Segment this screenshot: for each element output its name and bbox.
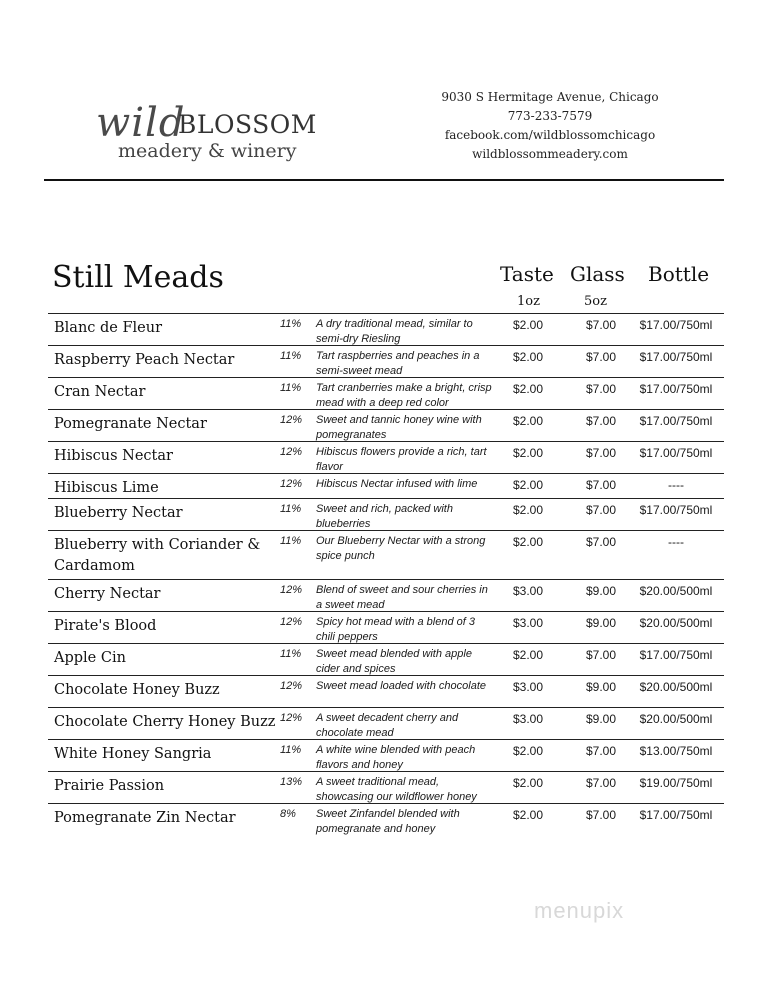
item-bottle-price: $17.00/750ml (639, 808, 713, 822)
item-abv: 11% (280, 382, 302, 394)
item-taste-price: $2.00 (512, 318, 544, 332)
menu-row (48, 313, 724, 345)
item-description: Sweet mead blended with apple cider and spices (316, 648, 472, 675)
menu-row (48, 377, 724, 409)
item-glass-price: $7.00 (585, 776, 617, 790)
item-abv: 13% (280, 776, 303, 788)
item-glass-price: $7.00 (585, 350, 617, 364)
item-name: Pomegranate Nectar (54, 416, 207, 432)
col-glass: Glass (570, 262, 625, 286)
item-taste-price: $2.00 (512, 503, 544, 517)
item-bottle-price: $17.00/750ml (639, 446, 713, 460)
item-name: Chocolate Cherry Honey Buzz (54, 714, 276, 730)
menu-row (48, 739, 724, 771)
contact-info (430, 88, 670, 164)
item-bottle-price: $17.00/750ml (639, 414, 713, 428)
menu-row (48, 643, 724, 675)
item-glass-price: $9.00 (585, 584, 617, 598)
item-bottle-price: $17.00/750ml (639, 648, 713, 662)
header-divider (44, 179, 724, 181)
item-bottle-price: $17.00/750ml (639, 318, 713, 332)
item-taste-price: $2.00 (512, 808, 544, 822)
watermark: menupix (534, 898, 625, 923)
item-description: A white wine blended with peach flavors and honey (316, 744, 476, 771)
item-glass-price: $7.00 (585, 382, 617, 396)
col-glass-size: 5oz (584, 294, 607, 309)
item-name: Pirate's Blood (54, 618, 157, 634)
item-description: A sweet decadent cherry and chocolate mead (316, 712, 459, 739)
item-glass-price: $9.00 (585, 712, 617, 726)
item-glass-price: $7.00 (585, 648, 617, 662)
item-abv: 12% (280, 616, 303, 628)
item-name: Cran Nectar (54, 384, 146, 400)
item-name: Hibiscus Lime (54, 480, 159, 496)
item-taste-price: $2.00 (512, 382, 544, 396)
item-taste-price: $2.00 (512, 776, 544, 790)
item-taste-price: $2.00 (512, 414, 544, 428)
col-taste: Taste (500, 262, 554, 286)
item-description: Spicy hot mead with a blend of 3 chili peppers (316, 616, 475, 643)
item-description: Tart cranberries make a bright, crisp mead with a deep red color (316, 382, 492, 409)
item-bottle-price: $17.00/750ml (639, 382, 713, 396)
item-description: A sweet traditional mead, showcasing our wildflower honey (316, 776, 477, 803)
item-glass-price: $7.00 (585, 535, 617, 549)
item-abv: 8% (280, 808, 296, 820)
item-name: Chocolate Honey Buzz (54, 682, 220, 698)
logo-subtitle: meadery & winery (118, 140, 297, 162)
item-taste-price: $2.00 (512, 535, 544, 549)
item-taste-price: $2.00 (512, 478, 544, 492)
item-glass-price: $7.00 (585, 446, 617, 460)
item-name: Pomegranate Zin Nectar (54, 810, 236, 826)
item-bottle-price: $20.00/500ml (639, 712, 713, 726)
logo-blossom: BLOSSOM (178, 110, 317, 139)
item-description: Tart raspberries and peaches in a semi-sweet mead (316, 350, 480, 377)
item-taste-price: $3.00 (512, 584, 544, 598)
item-description: Sweet mead loaded with chocolate (316, 680, 486, 692)
menu-row (48, 803, 724, 835)
item-taste-price: $2.00 (512, 744, 544, 758)
phone: 773-233-7579 (507, 109, 593, 123)
item-description: Our Blueberry Nectar with a strong spice punch (316, 535, 486, 562)
item-bottle-price: $20.00/500ml (639, 616, 713, 630)
item-name: Prairie Passion (54, 778, 165, 794)
item-bottle-price: $20.00/500ml (639, 584, 713, 598)
item-description: Sweet and rich, packed with blueberries (316, 503, 453, 530)
facebook-link[interactable]: facebook.com/wildblossomchicago (444, 128, 656, 142)
menu-row (48, 530, 724, 579)
website-link[interactable]: wildblossommeadery.com (472, 147, 628, 161)
item-description: Hibiscus Nectar infused with lime (316, 478, 478, 490)
item-bottle-price: $13.00/750ml (639, 744, 713, 758)
item-taste-price: $2.00 (512, 350, 544, 364)
item-description: Blend of sweet and sour cherries in a sweet mead (316, 584, 488, 611)
item-abv: 12% (280, 584, 303, 596)
item-abv: 12% (280, 446, 303, 458)
item-name: Cherry Nectar (54, 586, 161, 602)
item-taste-price: $2.00 (512, 446, 544, 460)
item-glass-price: $7.00 (585, 414, 617, 428)
item-abv: 11% (280, 350, 302, 362)
item-glass-price: $9.00 (585, 680, 617, 694)
item-glass-price: $7.00 (585, 503, 617, 517)
item-glass-price: $7.00 (585, 744, 617, 758)
item-bottle-price: $19.00/750ml (639, 776, 713, 790)
item-glass-price: $7.00 (585, 478, 617, 492)
menu-row (48, 345, 724, 377)
item-glass-price: $9.00 (585, 616, 617, 630)
item-name: Blueberry Nectar (54, 505, 183, 521)
item-abv: 12% (280, 680, 303, 692)
menu-list (48, 313, 724, 835)
menu-row (48, 473, 724, 498)
item-description: A dry traditional mead, similar to semi-dry Riesling (316, 318, 473, 345)
item-glass-price: $7.00 (585, 318, 617, 332)
logo-wild: wild (96, 100, 186, 146)
item-bottle-price: $17.00/750ml (639, 350, 713, 364)
item-glass-price: $7.00 (585, 808, 617, 822)
menu-row (48, 707, 724, 739)
address: 9030 S Hermitage Avenue, Chicago (441, 90, 659, 104)
menu-row (48, 579, 724, 611)
menu-row (48, 611, 724, 643)
item-name: Apple Cin (54, 650, 126, 666)
item-name: Blueberry with Coriander & Cardamom (54, 537, 261, 574)
item-abv: 12% (280, 414, 303, 426)
menu-row (48, 409, 724, 441)
item-bottle-price: $17.00/750ml (639, 503, 713, 517)
item-abv: 12% (280, 712, 303, 724)
item-abv: 11% (280, 648, 302, 660)
item-name: Raspberry Peach Nectar (54, 352, 235, 368)
menu-row (48, 771, 724, 803)
item-taste-price: $3.00 (512, 680, 544, 694)
item-bottle-price: $20.00/500ml (639, 680, 713, 694)
section-title: Still Meads (52, 260, 224, 295)
item-description: Sweet Zinfandel blended with pomegranate and honey (316, 808, 460, 835)
col-bottle: Bottle (648, 262, 710, 286)
item-taste-price: $2.00 (512, 648, 544, 662)
item-name: White Honey Sangria (54, 746, 212, 762)
item-abv: 11% (280, 318, 302, 330)
item-bottle-price: ---- (668, 535, 684, 549)
item-taste-price: $3.00 (512, 616, 544, 630)
item-description: Hibiscus flowers provide a rich, tart flavor (316, 446, 487, 473)
col-taste-size: 1oz (517, 294, 540, 309)
menu-row (48, 498, 724, 530)
menu-row (48, 441, 724, 473)
item-taste-price: $3.00 (512, 712, 544, 726)
item-abv: 11% (280, 535, 302, 547)
item-abv: 12% (280, 478, 303, 490)
item-name: Blanc de Fleur (54, 320, 163, 336)
item-bottle-price: ---- (668, 478, 684, 492)
item-abv: 11% (280, 503, 302, 515)
menu-row (48, 675, 724, 707)
item-description: Sweet and tannic honey wine with pomegranates (316, 414, 482, 441)
item-abv: 11% (280, 744, 302, 756)
item-name: Hibiscus Nectar (54, 448, 173, 464)
